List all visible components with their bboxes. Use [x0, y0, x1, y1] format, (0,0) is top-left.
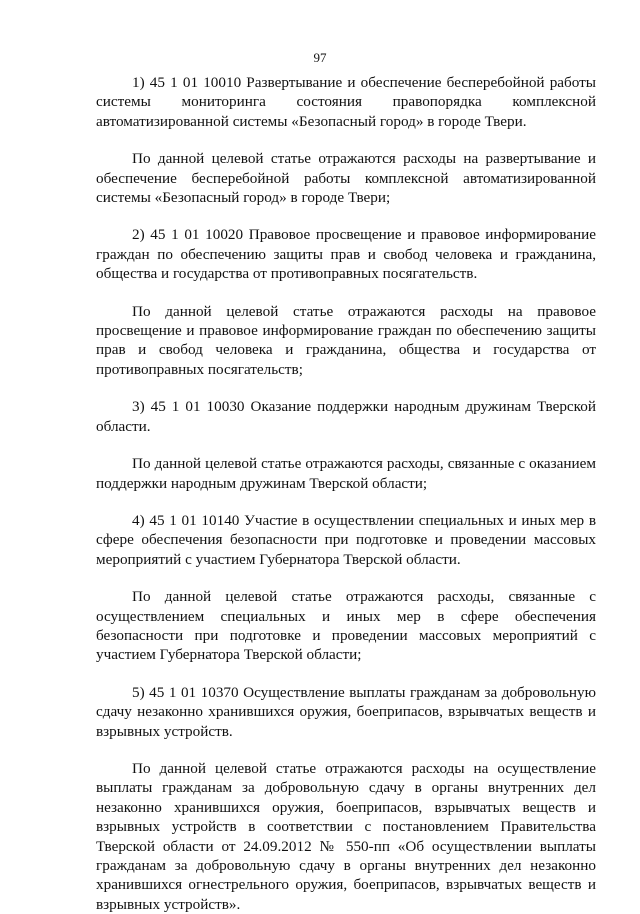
document-body	[96, 73, 596, 914]
item-paragraph: 3) 45 1 01 10030 Оказание поддержки народным дружинам Тверской области.	[96, 398, 596, 435]
page-number: 97	[313, 50, 327, 65]
description-paragraph: По данной целевой статье отражаются расходы, связанные с оказанием поддержки народным дружинам Тверской области;	[96, 455, 596, 492]
description-paragraph: По данной целевой статье отражаются расходы на осуществление выплаты гражданам за добровольную сдачу в органы внутренних дел незаконно хранившихся оружия, боеприпасов, взрывчатых веществ и взрывных устройств в соответствии с постановлением Правительства Тверской области от 24.09.2012 № 550-пп «Об осуществлении выплаты гражданам за добровольную сдачу в органы внутренних дел незаконно хранившихся огнестрельного оружия, боеприпасов, взрывчатых веществ и взрывных устройств».	[96, 759, 596, 913]
item-paragraph: 2) 45 1 01 10020 Правовое просвещение и правовое информирование граждан по обеспечению защиты прав и свобод человека и гражданина, общества и государства от противоправных посягательств.	[96, 226, 596, 283]
description-paragraph: По данной целевой статье отражаются расходы на развертывание и обеспечение бесперебойной работы комплексной автоматизированной системы «Безопасный город» в городе Твери;	[96, 150, 596, 207]
item-paragraph: 1) 45 1 01 10010 Развертывание и обеспечение бесперебойной работы системы мониторинга состояния правопорядка комплексной автоматизированной системы «Безопасный город» в городе Твери.	[96, 74, 596, 130]
description-paragraph: По данной целевой статье отражаются расходы на правовое просвещение и правовое информирование граждан по обеспечению защиты прав и свобод человека и гражданина, общества и государства от противоправных посягательств;	[96, 302, 596, 378]
description-paragraph: По данной целевой статье отражаются расходы, связанные с осуществлением специальных и иных мер в сфере обеспечения безопасности при подготовке и проведении массовых мероприятий с участием Губернатора Тверской области;	[96, 588, 596, 664]
item-paragraph: 5) 45 1 01 10370 Осуществление выплаты гражданам за добровольную сдачу незаконно хранившихся оружия, боеприпасов, взрывчатых веществ и взрывных устройств.	[96, 683, 596, 740]
item-paragraph: 4) 45 1 01 10140 Участие в осуществлении специальных и иных мер в сфере обеспечения безопасности при подготовке и проведении массовых мероприятий с участием Губернатора Тверской области.	[96, 511, 596, 568]
